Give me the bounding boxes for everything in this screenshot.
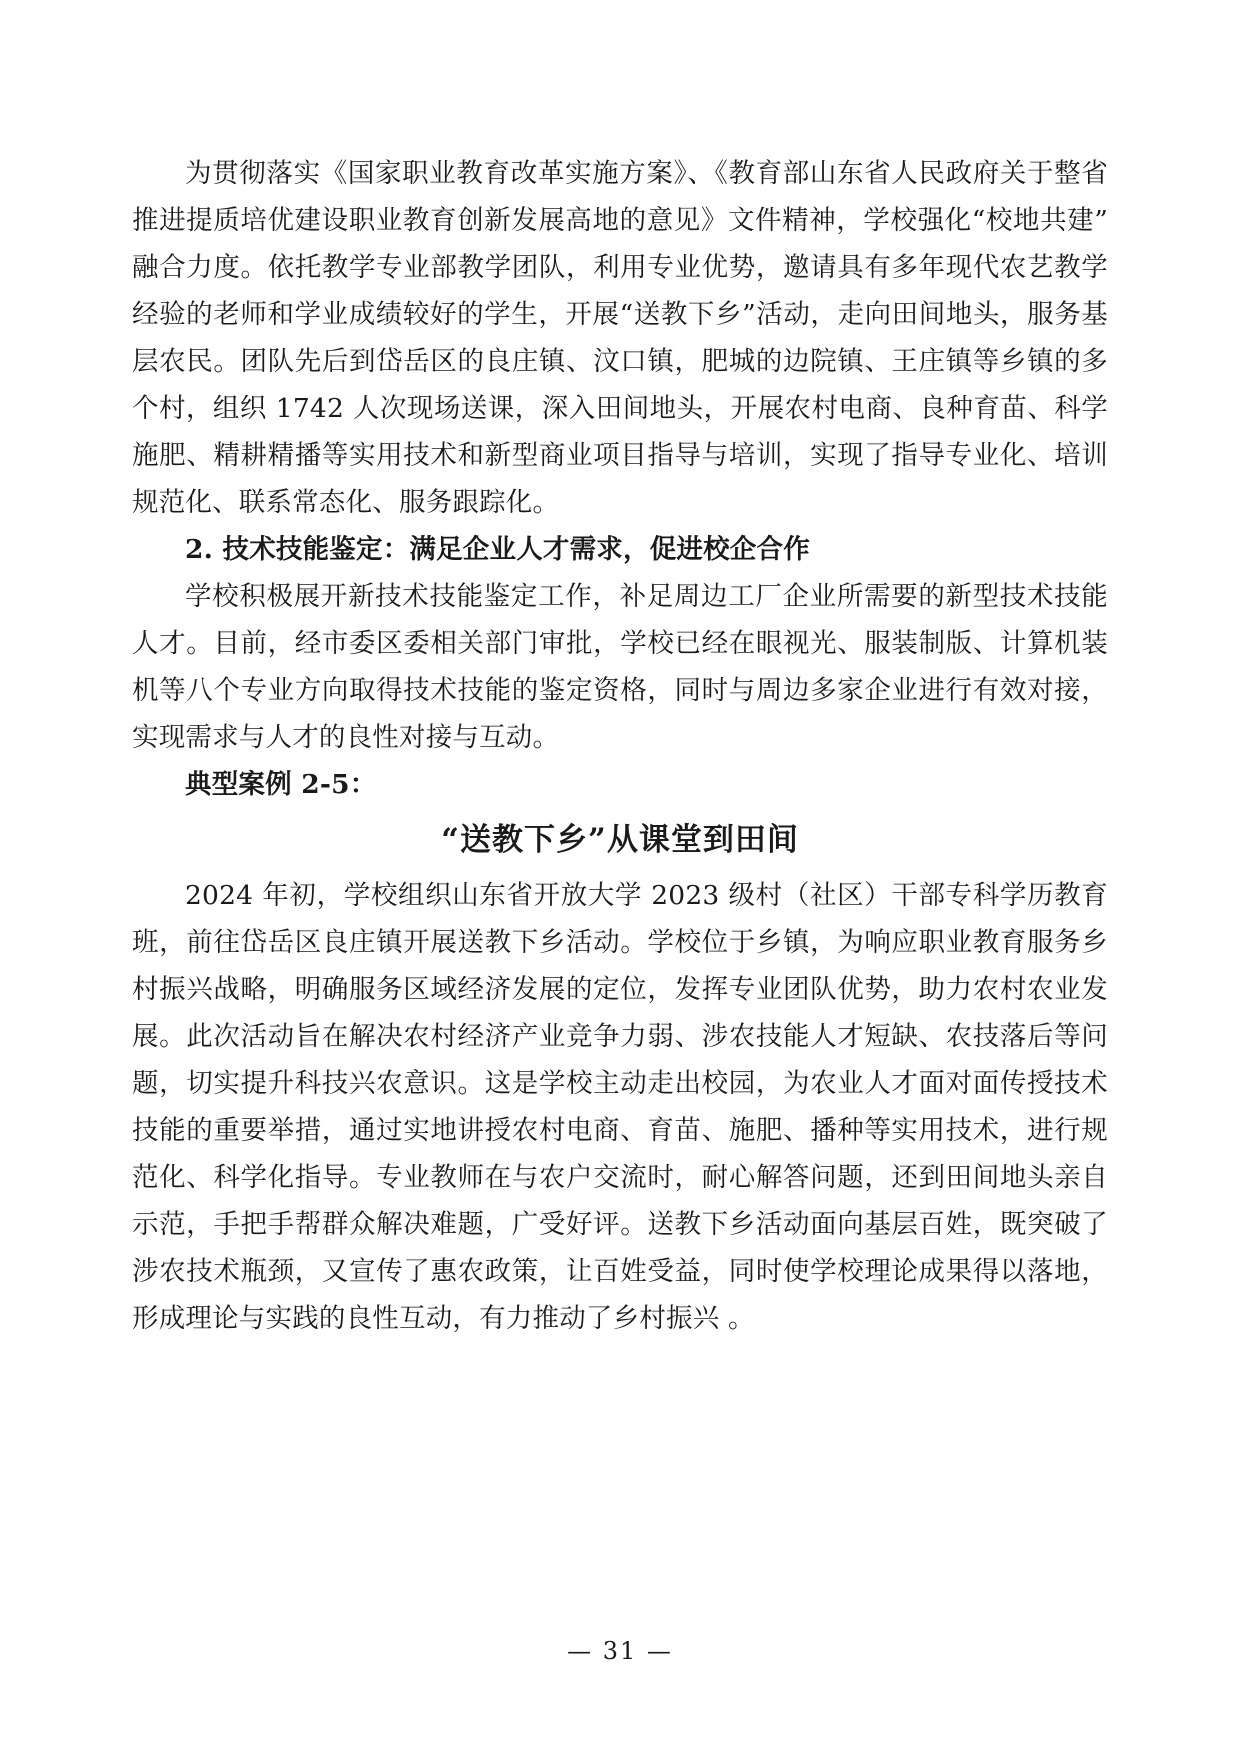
paragraph-skill-appraisal: 学校积极展开新技术技能鉴定工作，补足周边工厂企业所需要的新型技术技能人才。目前，经市委区委相关部门审批，学校已经在眼视光、服装制版、计算机装机等八个专业方向取得技术技能的鉴定资格，同时与周边多家企业进行有效对接，实现需求与人才的良性对接与互动。 [132,581,1108,753]
section-heading-skill-appraisal: 2. 技术技能鉴定：满足企业人才需求，促进校企合作 [185,534,810,565]
case-study-label: 典型案例 2-5： [185,769,377,800]
paragraph-case-study-body: 2024 年初，学校组织山东省开放大学 2023 级村（社区）干部专科学历教育班，前往岱岳区良庄镇开展送教下乡活动。学校位于乡镇，为响应职业教育服务乡村振兴战略，明确服务区域经济发展的定位，发挥专业团队优势，助力农村农业发展。此次活动旨在解决农村经济产业竞争力弱、涉农技能人才短缺、农技落后等问题，切实提升科技兴农意识。这是学校主动走出校园，为农业人才面对面传授技术技能的重要举措，通过实地讲授农村电商、育苗、施肥、播种等实用技术，进行规范化、科学化指导。专业教师在与农户交流时，耐心解答问题，还到田间地头亲自示范，手把手帮群众解决难题，广受好评。送教下乡活动面向基层百姓，既突破了涉农技术瓶颈，又宣传了惠农政策，让百姓受益，同时使学校理论成果得以落地，形成理论与实践的良性互动，有力推动了乡村振兴 。 [132,880,1108,1334]
paragraph-intro: 为贯彻落实《国家职业教育改革实施方案》、《教育部山东省人民政府关于整省推进提质培优建设职业教育创新发展高地的意见》文件精神，学校强化“校地共建”融合力度。依托教学专业部教学团队，利用专业优势，邀请具有多年现代农艺教学经验的老师和学业成绩较好的学生，开展“送教下乡”活动，走向田间地头，服务基层农民。团队先后到岱岳区的良庄镇、汶口镇，肥城的边院镇、王庄镇等乡镇的多个村，组织 1742 人次现场送课，深入田间地头，开展农村电商、良种育苗、科学施肥、精耕精播等实用技术和新型商业项目指导与培训，实现了指导专业化、培训规范化、联系常态化、服务跟踪化。 [132,158,1108,518]
case-study-title: “送教下乡”从课堂到田间 [441,822,799,858]
page-number: — 31 — [567,1637,673,1665]
